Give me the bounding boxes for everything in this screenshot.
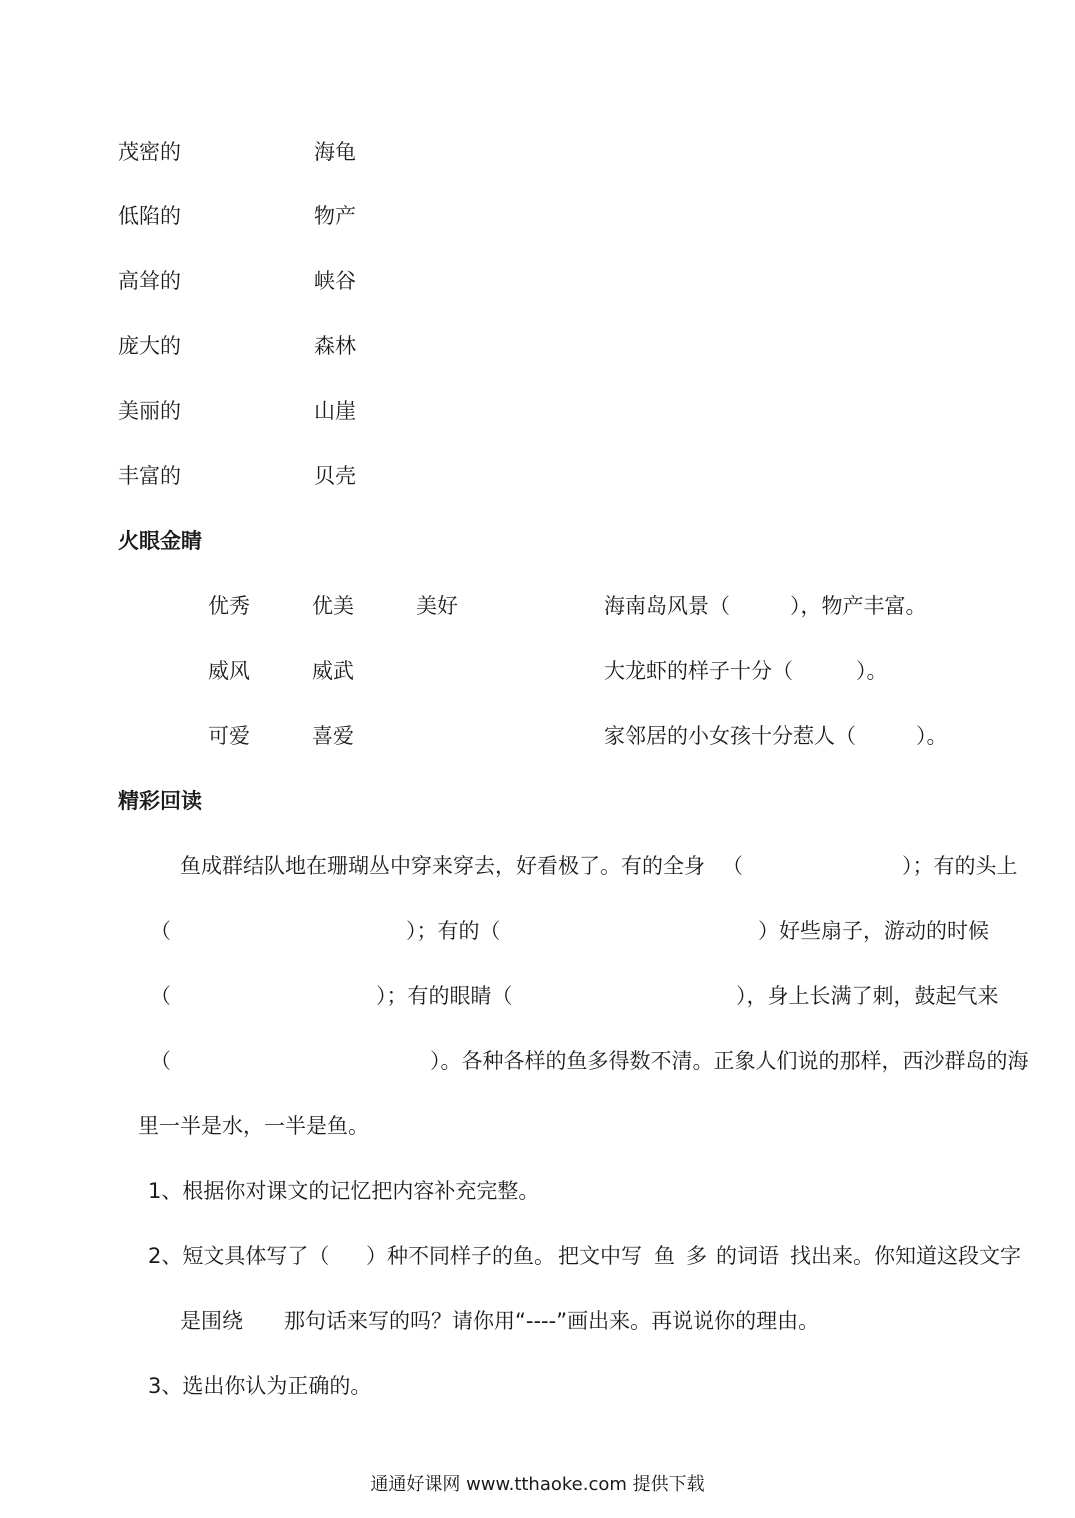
match-left-4: 庞大的 (118, 334, 181, 358)
match-left-6: 丰富的 (118, 464, 181, 488)
match-left-3: 高耸的 (118, 269, 181, 293)
word-option: 优秀 (208, 594, 250, 618)
question-2-part: 找出来。你知道这段文字 (790, 1244, 1021, 1268)
match-right-6: 贝壳 (314, 464, 356, 488)
word-option: 喜爱 (312, 724, 354, 748)
sentence-3-end: ）。 (916, 724, 948, 748)
passage-line-1-end: ）；有的头上 (902, 854, 1018, 878)
passage-line-4-end: ）。各种各样的鱼多得数不清。正象人们说的那样，西沙群岛的海 (430, 1049, 1029, 1073)
match-left-2: 低陷的 (118, 204, 181, 228)
passage-blank-open: （ (150, 919, 171, 943)
sentence-1-start: 海南岛风景（ (604, 594, 730, 618)
question-2-part: 把文中写 (558, 1244, 642, 1268)
page-footer: 通通好课网 www.tthaoke.com 提供下载 (370, 1474, 705, 1495)
passage-line-2-end: ）好些扇子，游动的时候 (758, 919, 989, 943)
match-right-1: 海龟 (314, 140, 356, 164)
passage-blank-open: （ (150, 1049, 171, 1073)
match-left-1: 茂密的 (118, 140, 181, 164)
word-option: 优美 (312, 594, 354, 618)
word-option: 美好 (416, 594, 458, 618)
question-2-part: ）种不同样子的鱼。 (366, 1244, 555, 1268)
question-1: 1、根据你对课文的记忆把内容补充完整。 (148, 1179, 540, 1203)
match-right-3: 峡谷 (314, 269, 356, 293)
sentence-2-start: 大龙虾的样子十分（ (604, 659, 793, 683)
section-title-jingcaihuidu: 精彩回读 (118, 789, 202, 813)
passage-line-5: 里一半是水，一半是鱼。 (138, 1114, 369, 1138)
word-option: 威武 (312, 659, 354, 683)
passage-line-3-end: ），身上长满了刺，鼓起气来 (736, 984, 999, 1008)
sentence-1-end: ），物产丰富。 (790, 594, 927, 618)
passage-line-1: 鱼成群结队地在珊瑚丛中穿来穿去，好看极了。有的全身 (180, 854, 705, 878)
match-right-4: 森林 (314, 334, 356, 358)
question-2-line-2-end: 那句话来写的吗？请你用“----”画出来。再说说你的理由。 (284, 1309, 820, 1333)
sentence-2-end: ）。 (856, 659, 888, 683)
question-2-part: 鱼 (654, 1244, 675, 1268)
question-3: 3、选出你认为正确的。 (148, 1374, 372, 1398)
passage-blank-open: （ (722, 854, 743, 878)
match-left-5: 美丽的 (118, 399, 181, 423)
passage-blank-open: （ (150, 984, 171, 1008)
passage-line-2-mid: ）；有的（ (406, 919, 501, 943)
word-option: 可爱 (208, 724, 250, 748)
question-2-part: 的词语 (716, 1244, 779, 1268)
question-2-part: 多 (686, 1244, 707, 1268)
sentence-3-start: 家邻居的小女孩十分惹人（ (604, 724, 856, 748)
question-2-start: 2、短文具体写了（ (148, 1244, 330, 1268)
question-2-line-2: 是围绕 (180, 1309, 243, 1333)
match-right-2: 物产 (314, 204, 356, 228)
section-title-huoyanjinjing: 火眼金睛 (118, 529, 202, 553)
passage-line-3-mid: ）；有的眼睛（ (376, 984, 513, 1008)
word-option: 威风 (208, 659, 250, 683)
match-right-5: 山崖 (314, 399, 356, 423)
